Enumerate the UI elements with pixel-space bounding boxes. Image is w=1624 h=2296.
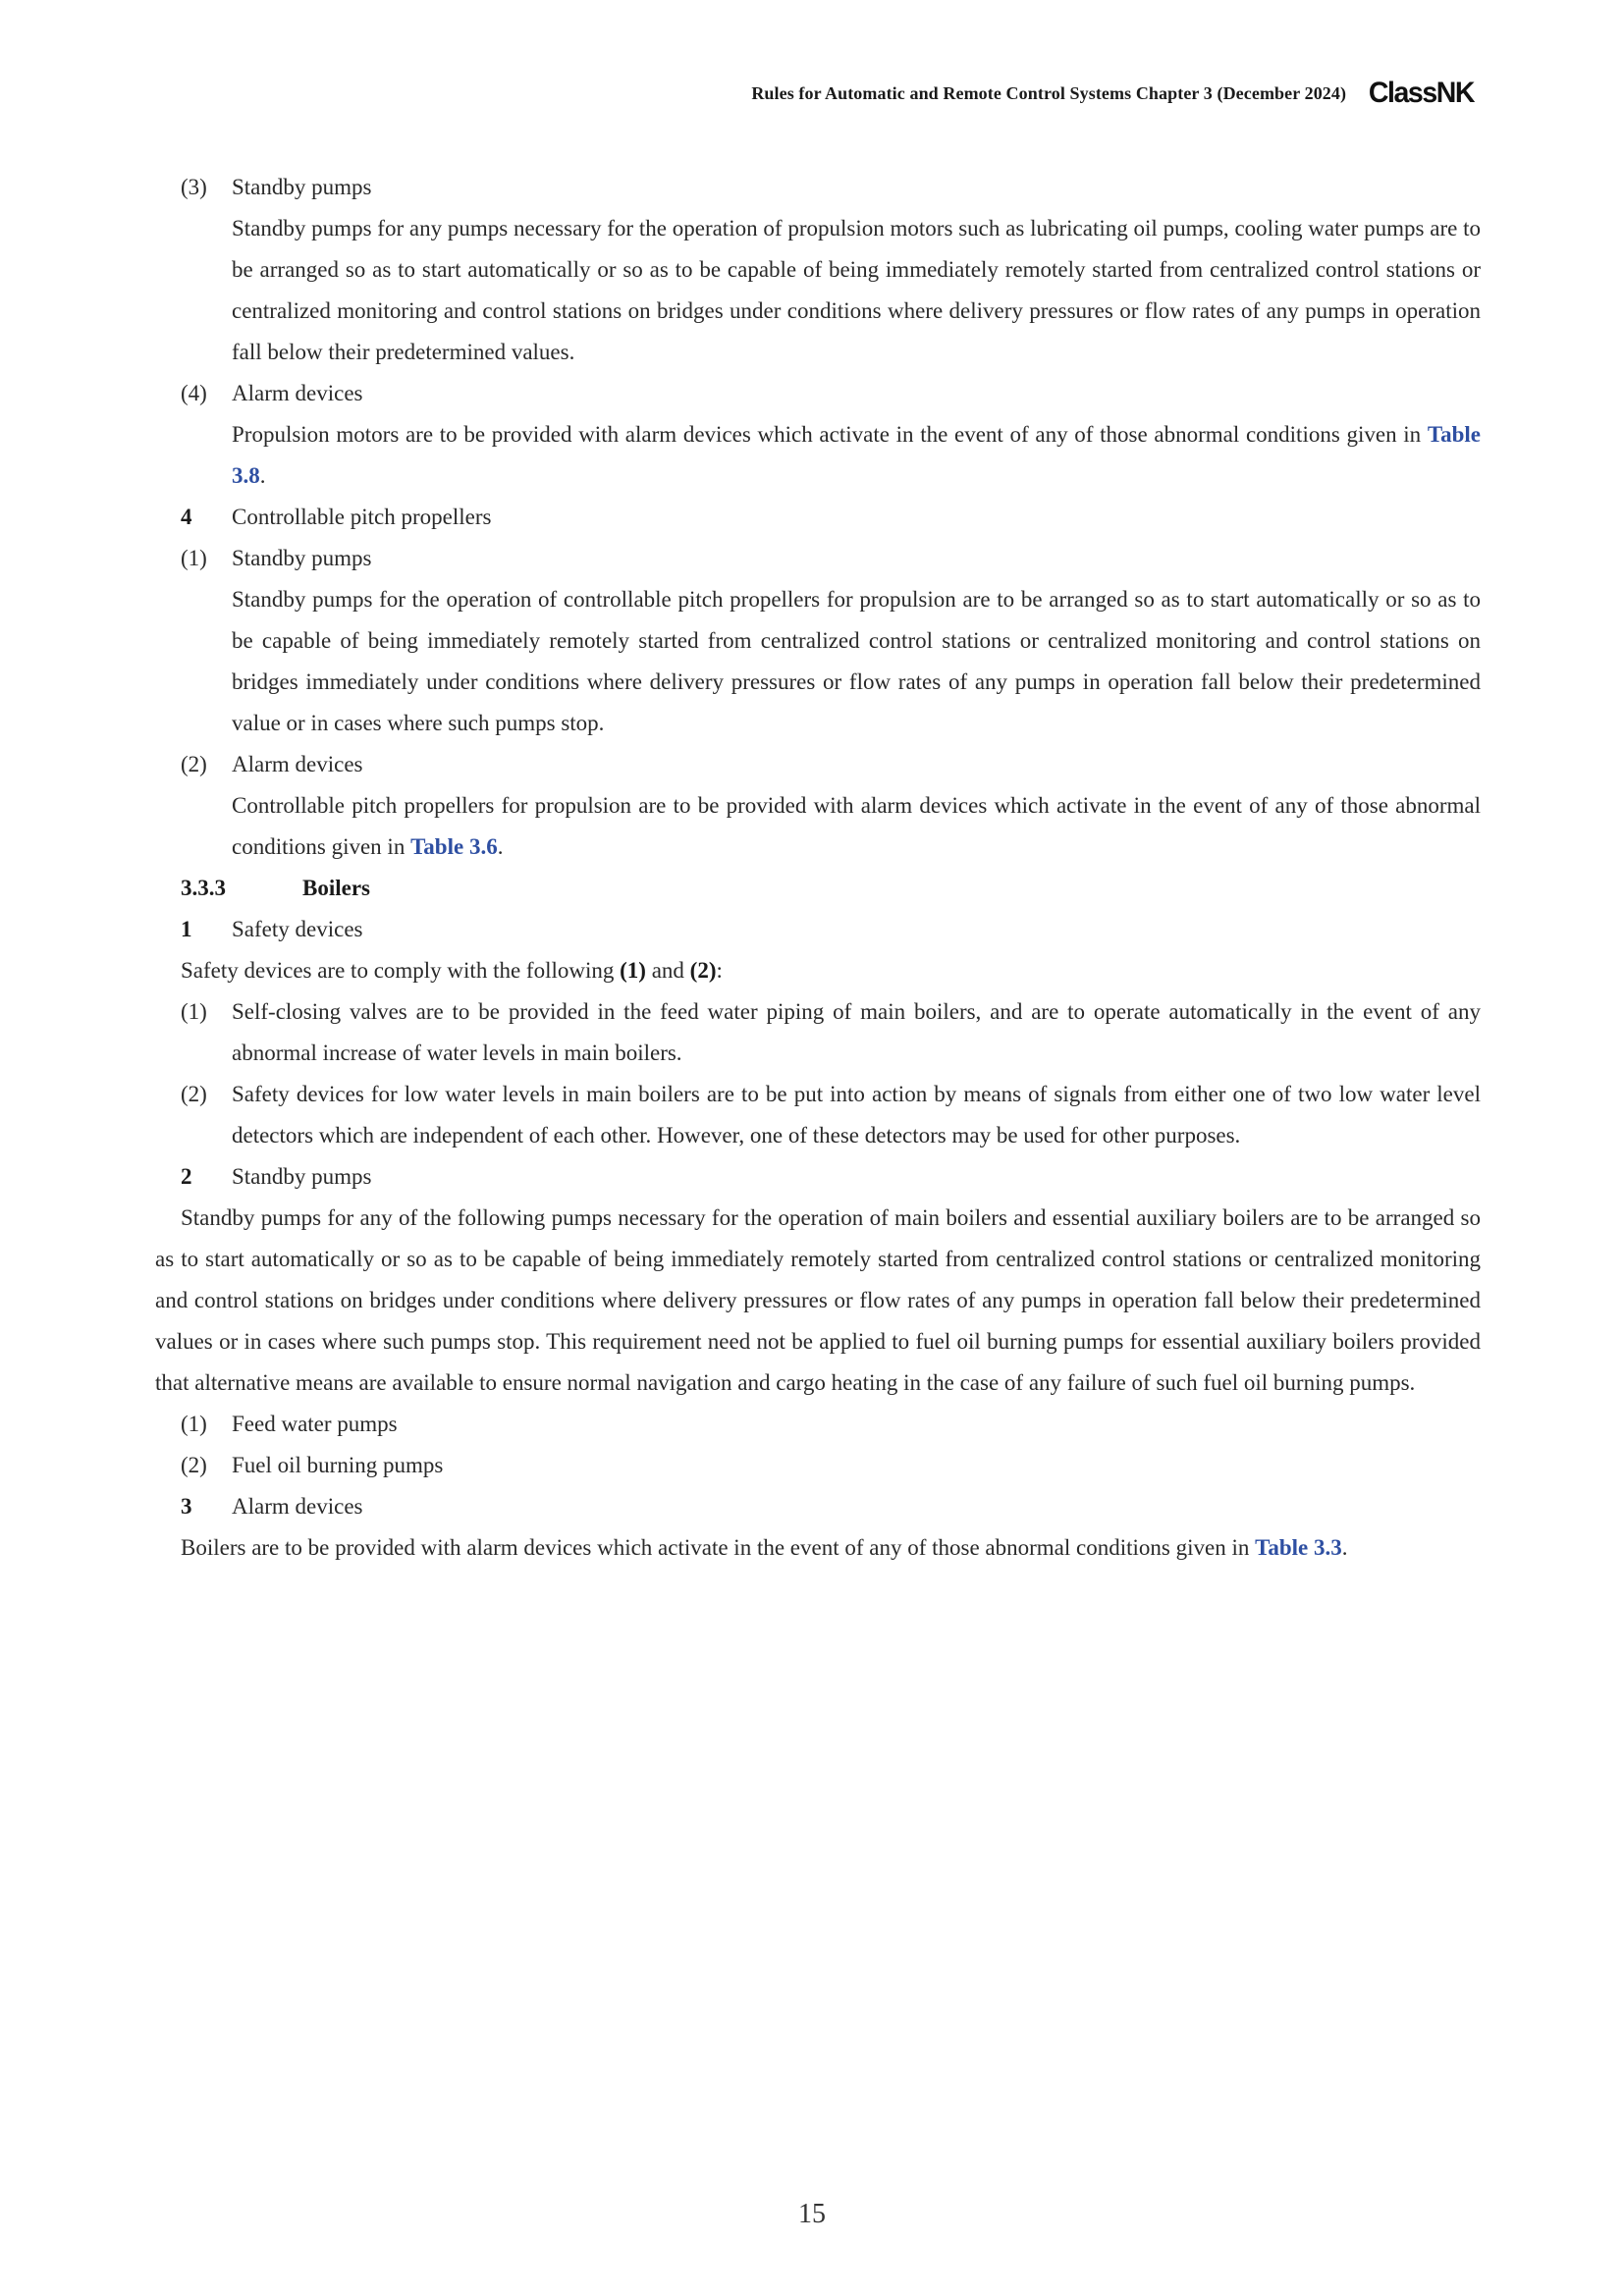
reference: (2)	[689, 958, 717, 983]
paragraph-text: Safety devices are to comply with the following	[181, 958, 621, 983]
paragraph-heading	[181, 497, 1481, 538]
item-text: Feed water pumps	[232, 1412, 398, 1436]
paragraph-text: Propulsion motors are to be provided with alarm devices which activate in the event of any of those abnormal conditions given in	[232, 422, 1428, 447]
page-number: 15	[798, 2199, 826, 2229]
paragraph-text: .	[259, 463, 266, 488]
item-text: Fuel oil burning pumps	[232, 1453, 444, 1477]
item-label: (1)	[181, 999, 207, 1024]
item-heading	[181, 373, 1481, 414]
item-heading	[181, 167, 1481, 208]
page-header	[751, 77, 1477, 110]
paragraph-number: 4	[181, 505, 192, 529]
item-heading-text: Standby pumps	[232, 175, 372, 199]
list-item	[181, 991, 1481, 1074]
list-item	[181, 1074, 1481, 1156]
item-heading-text: Alarm devices	[232, 381, 363, 405]
paragraph-text: Boilers are to be provided with alarm devices which activate in the event of any of those abnormal conditions given in	[181, 1535, 1256, 1560]
section-heading	[181, 868, 1481, 909]
paragraph-heading	[181, 909, 1481, 950]
item-heading-text: Alarm devices	[232, 752, 363, 776]
paragraph: Standby pumps for the operation of controllable pitch propellers for propulsion are to be arranged so as to start automatically or so as to be capable of being immediately remotely started from centralized control stations or centralized monitoring and control stations on bridges immediately under conditions where delivery pressures or flow rates of any pumps in operation fall below their predetermined value or in cases where such pumps stop.	[232, 587, 1481, 735]
item-label: (3)	[181, 175, 207, 199]
paragraph-text: Controllable pitch propellers for propulsion are to be provided with alarm devices which activate in the event of any of those abnormal conditions given in	[232, 793, 1481, 859]
paragraph-text: and	[645, 958, 690, 983]
paragraph-text: .	[497, 834, 504, 859]
header-title: Rules for Automatic and Remote Control Systems Chapter 3 (December 2024)	[751, 82, 1347, 103]
paragraph: Standby pumps for any pumps necessary for the operation of propulsion motors such as lubricating oil pumps, cooling water pumps are to be arranged so as to start automatically or so as to be capable of being immediately remotely started from centralized control stations or centralized monitoring and control stations on bridges under conditions where delivery pressures or flow rates of any pumps in operation fall below their predetermined values.	[232, 216, 1481, 364]
item-heading-text: Standby pumps	[232, 546, 372, 570]
paragraph-heading-text: Standby pumps	[232, 1164, 372, 1189]
item-label: (4)	[181, 381, 207, 405]
item-label: (1)	[181, 1412, 207, 1436]
paragraph	[232, 414, 1481, 497]
paragraph: Standby pumps for any of the following pumps necessary for the operation of main boilers and essential auxiliary boilers are to be arranged so as to start automatically or so as to be capable of being immediately remotely started from centralized control stations or centralized monitoring and control stations on bridges under conditions where delivery pressures or flow rates of any pumps in operation fall below their predetermined values or in cases where such pumps stop. This requirement need not be applied to fuel oil burning pumps for essential auxiliary boilers provided that alternative means are available to ensure normal navigation and cargo heating in the case of any failure of such fuel oil burning pumps.	[155, 1205, 1481, 1395]
paragraph-number: 3	[181, 1494, 192, 1519]
item-text: Self-closing valves are to be provided in the feed water piping of main boilers, and are to operate automatically in the event of any abnormal increase of water levels in main boilers.	[232, 999, 1481, 1065]
table-3-3-link[interactable]: Table 3.3	[1255, 1535, 1342, 1560]
paragraph	[181, 1527, 1481, 1569]
item-heading	[181, 744, 1481, 785]
paragraph-heading-text: Alarm devices	[232, 1494, 363, 1519]
section-number: 3.3.3	[181, 876, 226, 900]
paragraph	[232, 785, 1481, 868]
item-label: (1)	[181, 546, 207, 570]
paragraph-number: 2	[181, 1164, 192, 1189]
reference: (1)	[620, 958, 646, 983]
paragraph-number: 1	[181, 917, 192, 941]
item-label: (2)	[181, 1453, 207, 1477]
table-3-6-link[interactable]: Table 3.6	[410, 834, 498, 859]
paragraph-heading-text: Controllable pitch propellers	[232, 505, 492, 529]
paragraph-text: :	[716, 958, 723, 983]
list-item	[181, 1404, 1481, 1445]
table-3-8-link[interactable]: Table 3.8	[232, 422, 1481, 488]
paragraph-text: .	[1341, 1535, 1348, 1560]
list-item	[181, 1445, 1481, 1486]
document-body	[155, 167, 1481, 1569]
classnk-logo: ClassNK	[1368, 77, 1475, 109]
paragraph-heading-text: Safety devices	[232, 917, 363, 941]
item-label: (2)	[181, 1082, 207, 1106]
section-title: Boilers	[302, 876, 370, 900]
item-label: (2)	[181, 752, 207, 776]
paragraph-heading	[181, 1486, 1481, 1527]
paragraph-heading	[181, 1156, 1481, 1198]
paragraph	[181, 950, 1481, 991]
item-text: Safety devices for low water levels in main boilers are to be put into action by means of signals from either one of two low water level detectors which are independent of each other. However, one of these detectors may be used for other purposes.	[232, 1082, 1481, 1148]
item-heading	[181, 538, 1481, 579]
